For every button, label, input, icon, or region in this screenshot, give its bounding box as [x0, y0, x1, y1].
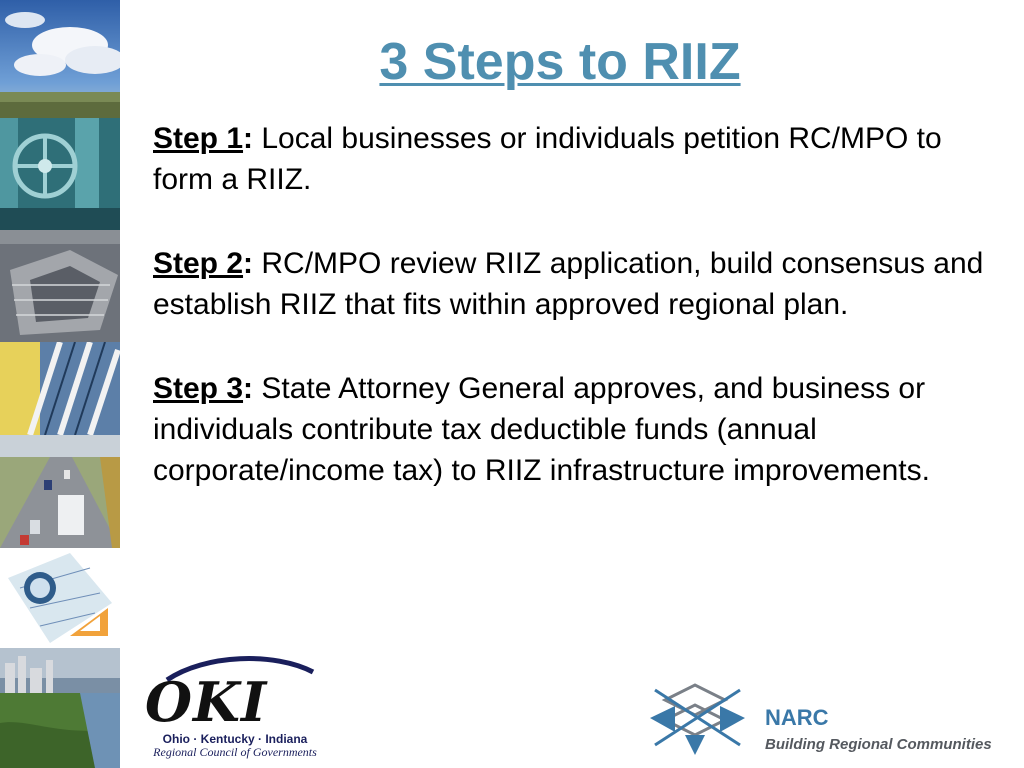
step-1-label: Step 1	[153, 122, 244, 155]
step-1-colon: :	[243, 122, 254, 155]
step-2-text: RC/MPO review RIIZ application, build consensus and establish RIIZ that fits within approved regional plan.	[153, 247, 984, 321]
oki-council: Regional Council of Governments	[153, 745, 317, 759]
narc-logo	[645, 680, 1005, 760]
oki-logo	[135, 652, 335, 760]
step-1	[153, 118, 993, 200]
photo-strip	[0, 0, 120, 768]
map-compass-photo	[0, 548, 120, 648]
step-3-text: State Attorney General approves, and business or individuals contribute tax deductible funds (annual corporate/income tax) to RIIZ infrastructure improvements.	[153, 372, 930, 487]
step-2	[153, 243, 993, 325]
pentagon-building-photo	[0, 230, 120, 342]
step-1-text: Local businesses or individuals petition RC/MPO to form a RIIZ.	[153, 122, 942, 196]
slide-title: 3 Steps to RIIZ	[379, 33, 741, 91]
step-3	[153, 368, 993, 491]
valve-wheel-photo	[0, 118, 120, 230]
narc-mark-icon	[645, 680, 755, 760]
step-3-label: Step 3	[153, 372, 244, 405]
highway-traffic-photo	[0, 435, 120, 548]
oki-states: Ohio · Kentucky · Indiana	[162, 732, 308, 746]
step-3-colon: :	[243, 372, 254, 405]
oki-wordmark: OKI	[145, 670, 268, 734]
sky-clouds-photo	[0, 0, 120, 118]
step-2-colon: :	[243, 247, 254, 280]
steps-list	[153, 118, 993, 534]
chain-fence-photo	[0, 342, 120, 435]
narc-tagline: Building Regional Communities	[765, 736, 992, 753]
city-skyline-photo	[0, 648, 120, 768]
step-2-label: Step 2	[153, 247, 244, 280]
narc-name: NARC	[765, 705, 829, 730]
